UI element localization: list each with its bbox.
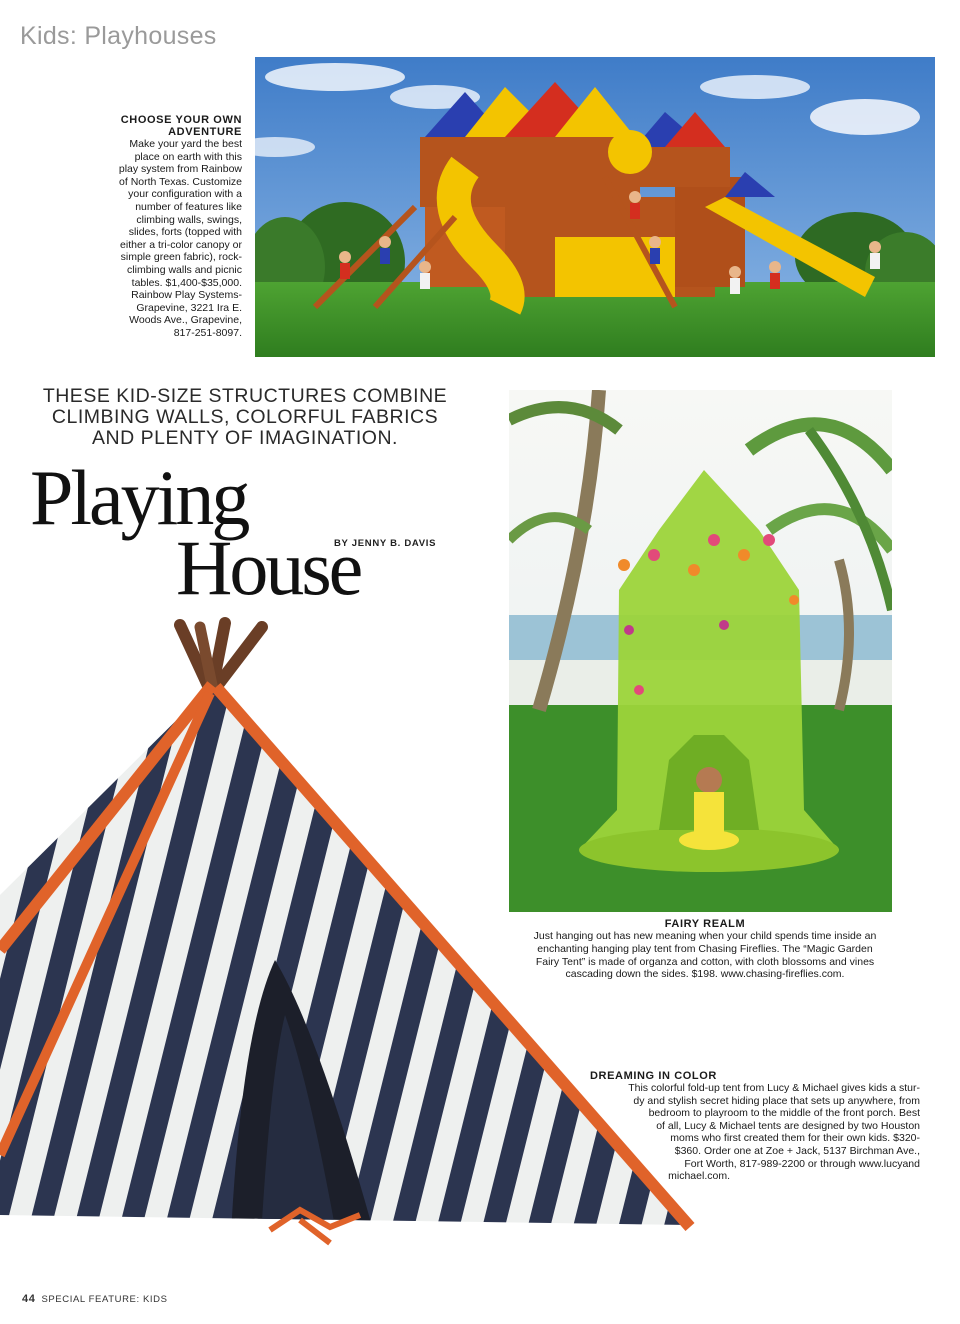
caption-line: your configuration with a xyxy=(128,188,242,201)
page-number: 44 xyxy=(22,1293,36,1305)
caption-line: moms who first created them for their own kids. $320- xyxy=(670,1132,920,1145)
caption-line: Make your yard the best xyxy=(129,138,242,150)
article-dek xyxy=(30,386,460,449)
dek-line: THESE KID-SIZE STRUCTURES COMBINE xyxy=(42,385,448,407)
caption-line: michael.com. xyxy=(668,1170,730,1183)
teepee-caption-heading: DREAMING IN COLOR xyxy=(590,1070,717,1082)
caption-line: Just hanging out has new meaning when your child spends time inside an xyxy=(533,930,877,942)
caption-line: Rainbow Play Systems- xyxy=(131,289,242,302)
fairy-caption-heading: FAIRY REALM xyxy=(664,918,746,930)
caption-line: number of features like xyxy=(135,200,242,213)
caption-line: place on earth with this xyxy=(134,150,242,163)
section-label: Kids: Playhouses xyxy=(20,22,217,50)
caption-line: dy and stylish secret hiding place that sets up anywhere, from xyxy=(633,1094,920,1107)
footer-label: SPECIAL FEATURE: KIDS xyxy=(41,1294,168,1305)
article-title-line-1: Playing xyxy=(30,454,248,541)
teepee-caption xyxy=(560,1070,920,1183)
page-footer xyxy=(22,1293,168,1305)
caption-line: $360. Order one at Zoe + Jack, 5137 Birchman Ave., xyxy=(674,1144,920,1157)
caption-line: Fort Worth, 817-989-2200 or through www.lucyand xyxy=(684,1157,920,1170)
caption-line: enchanting hanging play tent from Chasing Fireflies. The “Magic Garden xyxy=(537,942,873,955)
playset-caption xyxy=(100,114,242,340)
caption-line: of North Texas. Customize xyxy=(119,175,242,188)
caption-line: This colorful fold-up tent from Lucy & Michael gives kids a stur- xyxy=(628,1082,920,1094)
caption-line: cascading down the sides. $198. www.chasing-fireflies.com. xyxy=(565,968,845,981)
caption-line: climbing walls, swings, xyxy=(136,213,242,226)
caption-line: simple green fabric), rock- xyxy=(120,251,242,264)
playset-heading-line: ADVENTURE xyxy=(168,126,242,138)
caption-line: tables. $1,400-$35,000. xyxy=(131,276,242,289)
caption-line: of all, Lucy & Michael tents are designed by two Houston xyxy=(656,1119,920,1132)
caption-line: Fairy Tent” is made of organza and cotton, with cloth blossoms and vines xyxy=(535,955,875,968)
caption-line: 817-251-8097. xyxy=(173,326,242,339)
caption-line: play system from Rainbow xyxy=(118,163,242,176)
caption-line: climbing walls and picnic xyxy=(127,263,242,276)
byline: BY JENNY B. DAVIS xyxy=(334,538,437,549)
caption-line: Grapevine, 3221 Ira E. xyxy=(136,301,242,314)
caption-line: bedroom to playroom to the middle of the front porch. Best xyxy=(648,1107,920,1120)
playset-photo xyxy=(255,57,935,357)
dek-line: CLIMBING WALLS, COLORFUL FABRICS xyxy=(51,406,439,428)
caption-line: either a tri-color canopy or xyxy=(120,238,242,251)
playset-heading-line: CHOOSE YOUR OWN xyxy=(120,114,242,126)
playset-caption-heading xyxy=(100,114,242,138)
article-title-line-2: House xyxy=(176,524,361,611)
caption-line: Woods Ave., Grapevine, xyxy=(129,314,242,327)
dek-line: AND PLENTY OF IMAGINATION. xyxy=(92,427,398,449)
playset-caption-body xyxy=(100,138,242,340)
caption-line: slides, forts (topped with xyxy=(128,226,242,239)
